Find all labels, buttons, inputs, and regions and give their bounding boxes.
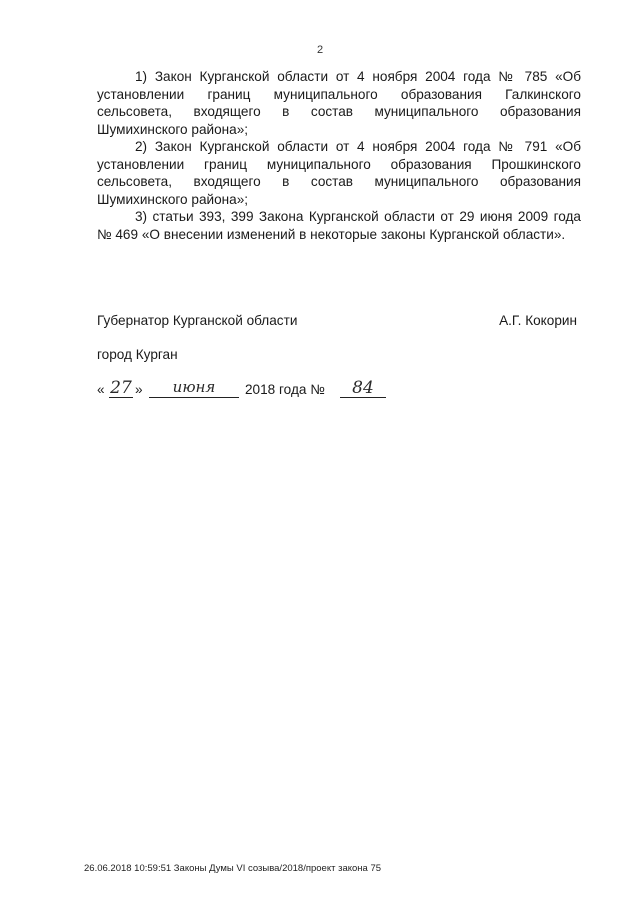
city: город Курган — [97, 347, 178, 362]
governor-name: А.Г. Кокорин — [499, 313, 577, 328]
handwritten-number: 84 — [340, 378, 386, 398]
law-item-3: 3) статьи 393, 399 Закона Курганской области от 29 июня 2009 года № 469 «О внесении изменений в некоторые законы Курганской области». — [97, 209, 581, 242]
date-quote-open: « — [97, 382, 105, 397]
footer-metadata: 26.06.2018 10:59:51 Законы Думы VI созыва/2018/проект закона 75 — [84, 863, 382, 874]
governor-title: Губернатор Курганской области — [97, 313, 298, 328]
law-item-2: 2) Закон Курганской области от 4 ноября 2004 года № 791 «Об установлении границ муниципального образования Прошкинского сельсовета, входящего в состав муниципального образования Шумихинского района»; — [97, 139, 581, 207]
handwritten-day: 27 — [110, 378, 132, 398]
signature-block — [97, 313, 581, 333]
handwritten-month: июня — [149, 378, 239, 398]
law-item-1: 1) Закон Курганской области от 4 ноября 2004 года № 785 «Об установлении границ муниципального образования Галкинского сельсовета, входящего в состав муниципального образования Шумихинского района»; — [97, 69, 581, 137]
page-number: 2 — [316, 44, 324, 56]
date-quote-close: » — [135, 382, 143, 397]
year-and-number-label: 2018 года № — [245, 382, 325, 397]
law-list — [97, 68, 581, 243]
